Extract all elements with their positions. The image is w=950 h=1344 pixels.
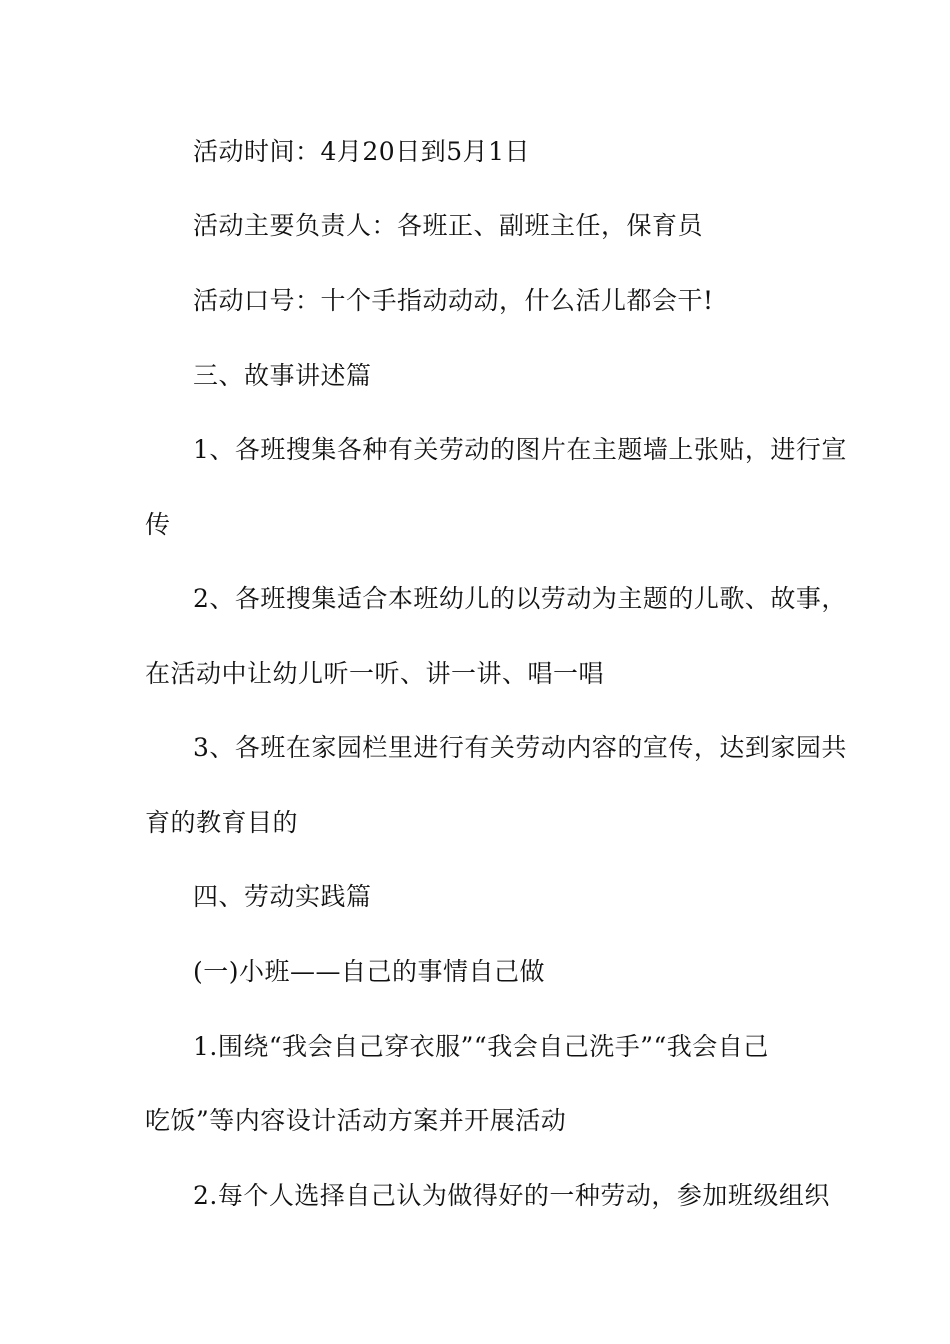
- subsection-heading-small-class: (一)小班——自己的事情自己做: [193, 957, 546, 986]
- paragraph-line: 2、各班搜集适合本班幼儿的以劳动为主题的儿歌、故事，: [193, 584, 847, 613]
- paragraph-line: 1、各班搜集各种有关劳动的图片在主题墙上张贴，进行宣: [193, 435, 847, 464]
- paragraph-line: 传: [145, 510, 171, 539]
- paragraph-line: 3、各班在家园栏里进行有关劳动内容的宣传，达到家园共: [193, 733, 847, 762]
- paragraph-line: 在活动中让幼儿听一听、讲一讲、唱一唱: [145, 659, 605, 688]
- paragraph-line: 2.每个人选择自己认为做得好的一种劳动，参加班级组织: [193, 1181, 830, 1210]
- activity-slogan-line: 活动口号：十个手指动动动，什么活儿都会干!: [193, 286, 714, 315]
- activity-time-line: 活动时间：4月20日到5月1日: [193, 137, 531, 166]
- section-heading-practice: 四、劳动实践篇: [193, 882, 372, 911]
- paragraph-line: 育的教育目的: [145, 808, 299, 837]
- activity-leader-line: 活动主要负责人：各班正、副班主任，保育员: [193, 211, 704, 240]
- paragraph-line: 1.围绕“我会自己穿衣服”“我会自己洗手”“我会自己: [193, 1032, 769, 1061]
- section-heading-story: 三、故事讲述篇: [193, 361, 372, 390]
- paragraph-line: 吃饭”等内容设计活动方案并开展活动: [145, 1106, 567, 1135]
